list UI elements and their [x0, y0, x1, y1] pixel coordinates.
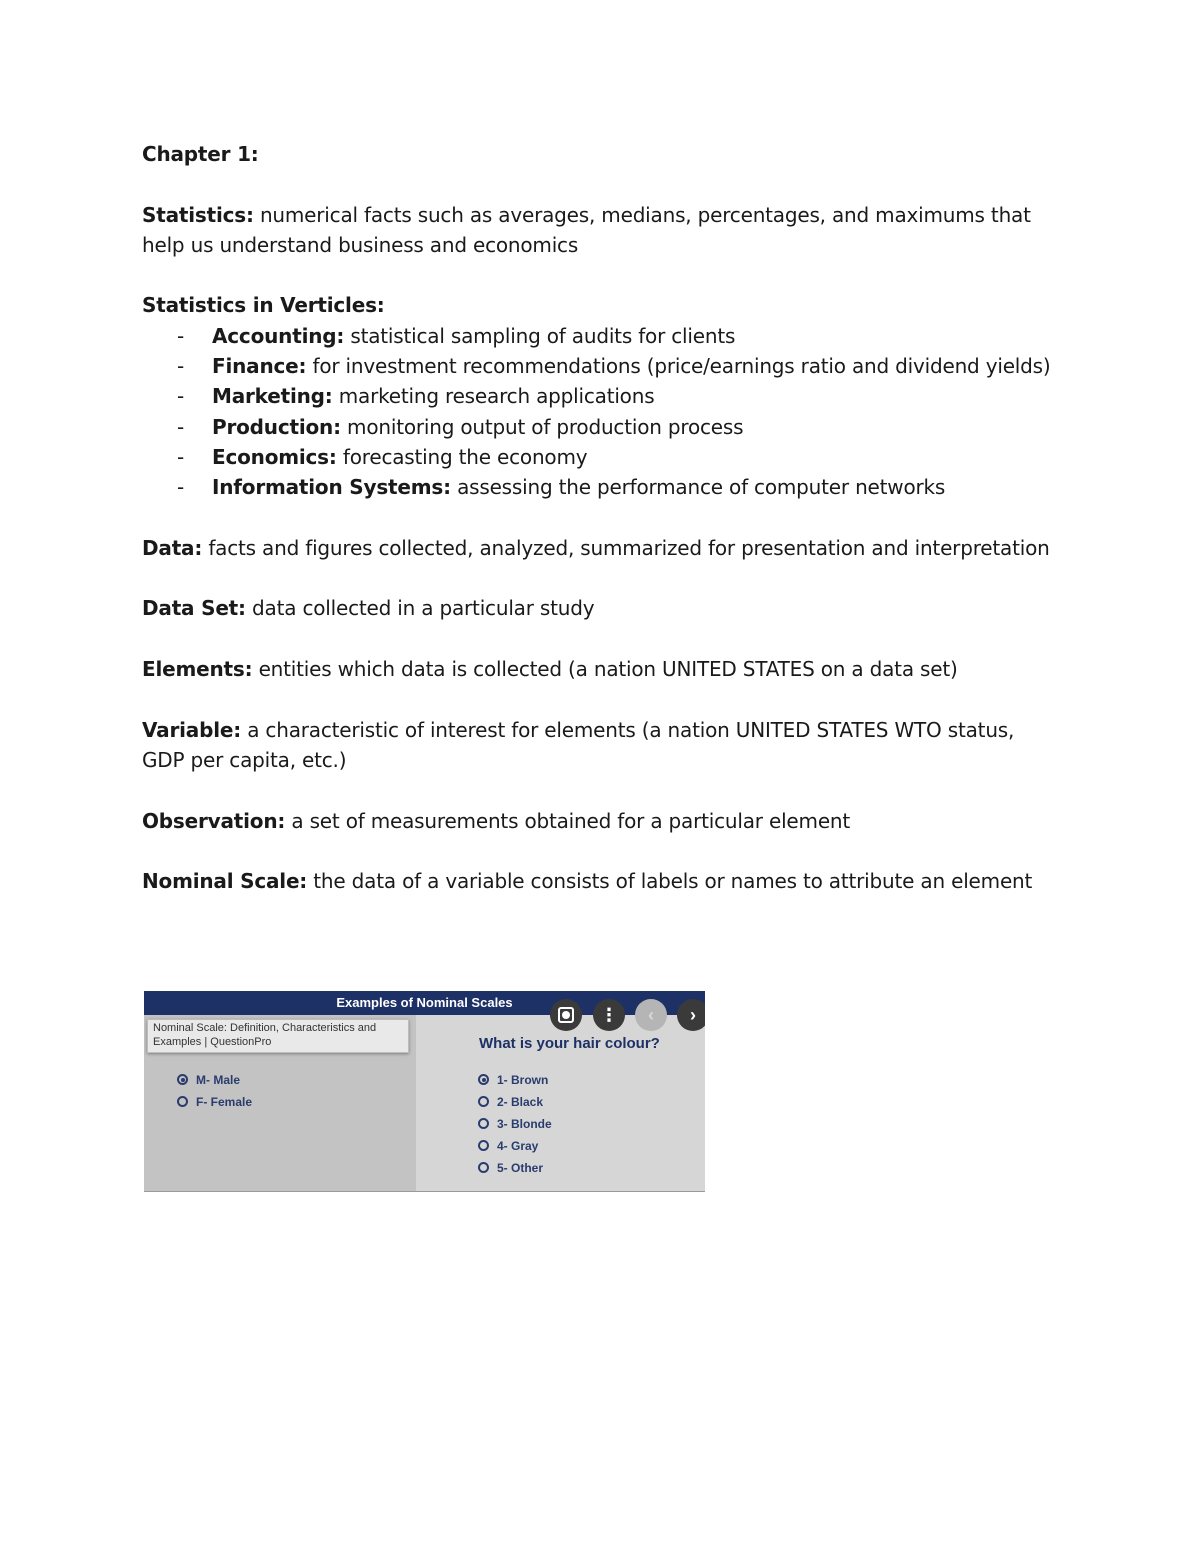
data-definition: Data: facts and figures collected, analyzed, summarized for presentation and interpretation: [142, 535, 1050, 560]
lens-button[interactable]: [550, 999, 582, 1031]
list-item: - Production: monitoring output of production process: [177, 414, 744, 439]
option-blonde: 3- Blonde: [478, 1117, 552, 1131]
statistics-definition: [142, 200, 1062, 261]
chevron-right-icon: ›: [690, 1005, 696, 1025]
chapter-title: Chapter 1:: [142, 142, 259, 166]
elements-definition: Elements: entities which data is collected (a nation UNITED STATES on a data set): [142, 657, 958, 682]
variable-definition: Variable: a characteristic of interest for elements (a nation UNITED STATES WTO status, GDP per capita, etc.): [142, 717, 1015, 772]
data-set-definition: Data Set: data collected in a particular study: [142, 596, 595, 621]
radio-selected-icon: [478, 1074, 489, 1085]
document-page: [142, 139, 1062, 896]
hair-colour-question: What is your hair colour?: [479, 1035, 660, 1052]
previous-button[interactable]: [635, 999, 667, 1031]
next-button[interactable]: [677, 999, 705, 1031]
observation-definition: Observation: a set of measurements obtained for a particular element: [142, 808, 851, 833]
verticals-title: Statistics in Verticles:: [142, 293, 385, 318]
option-black: 2- Black: [478, 1095, 543, 1109]
nominal-scales-screenshot: [144, 991, 705, 1192]
radio-icon: [478, 1140, 489, 1151]
option-gray: 4- Gray: [478, 1139, 538, 1153]
list-item: - Marketing: marketing research applications: [177, 384, 655, 409]
option-other: 5- Other: [478, 1161, 543, 1175]
radio-icon: [177, 1096, 188, 1107]
option-female: F- Female: [177, 1095, 252, 1109]
screenshot-tooltip: Nominal Scale: Definition, Characteristics and Examples | QuestionPro: [147, 1019, 409, 1053]
list-item: - Finance: for investment recommendations (price/earnings ratio and dividend yields): [177, 354, 1051, 379]
list-item: - Information Systems: assessing the performance of computer networks: [177, 475, 946, 500]
more-vert-icon: ⋮: [600, 1005, 618, 1025]
definition: numerical facts such as averages, medians, percentages, and maximums that help us understand business and economics: [142, 202, 1031, 257]
option-brown: 1- Brown: [478, 1073, 548, 1087]
option-male: M- Male: [177, 1073, 240, 1087]
list-item: - Accounting: statistical sampling of audits for clients: [177, 323, 736, 348]
screenshot-header: Examples of Nominal Scales: [144, 991, 705, 1015]
radio-selected-icon: [177, 1074, 188, 1085]
chevron-left-icon: ‹: [648, 1005, 654, 1025]
more-options-button[interactable]: [593, 999, 625, 1031]
nominal-scale-definition: Nominal Scale: the data of a variable consists of labels or names to attribute an element: [142, 869, 1033, 894]
list-item: - Economics: forecasting the economy: [177, 444, 588, 469]
lens-icon: [558, 1007, 574, 1023]
verticals-list: [142, 321, 1062, 503]
radio-icon: [478, 1162, 489, 1173]
term: Statistics:: [142, 202, 254, 227]
radio-icon: [478, 1118, 489, 1129]
radio-icon: [478, 1096, 489, 1107]
